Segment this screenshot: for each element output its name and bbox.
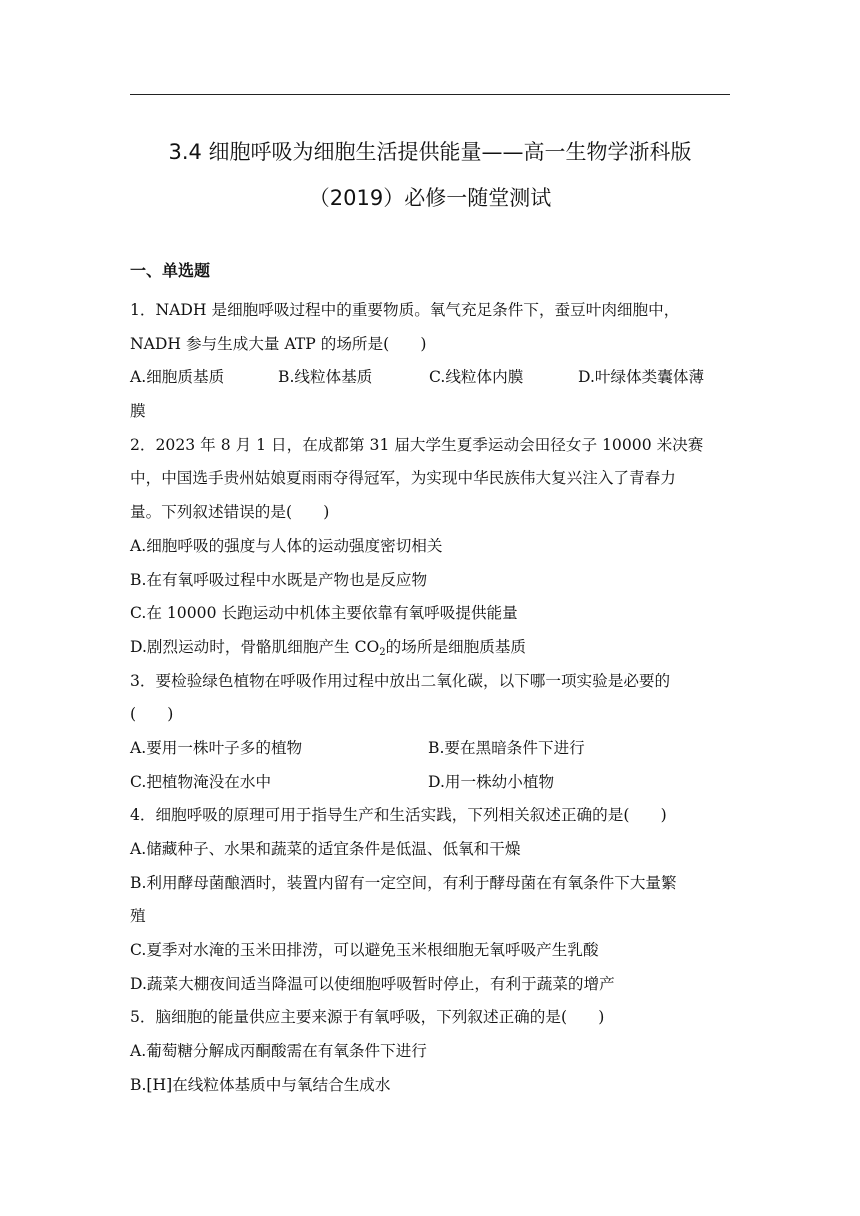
option-c: C.线粒体内膜 <box>429 368 524 387</box>
question-1-stem: NADH 参与生成大量 ATP 的场所是( ) <box>130 334 427 353</box>
option-c: C.夏季对水淹的玉米田排涝，可以避免玉米根细胞无氧呼吸产生乳酸 <box>130 941 599 960</box>
option-a: A.细胞呼吸的强度与人体的运动强度密切相关 <box>130 536 443 555</box>
option-d-text-end: 的场所是细胞质基质 <box>385 637 527 656</box>
question-2-stem: 2．2023 年 8 月 1 日，在成都第 31 届大学生夏季运动会田径女子 10000 米决赛 <box>130 435 704 454</box>
option-d: D.叶绿体类囊体薄 <box>578 368 705 387</box>
option-b-wrap: 殖 <box>130 907 146 926</box>
question-3-options-row-1 <box>130 732 733 766</box>
question-2-stem: 中，中国选手贵州姑娘夏雨雨夺得冠军，为实现中华民族伟大复兴注入了青春力 <box>130 469 676 488</box>
question-3-stem: ( ) <box>130 705 174 724</box>
option-d: D.用一株幼小植物 <box>428 772 555 791</box>
option-b: B.利用酵母菌酿酒时，装置内留有一定空间，有利于酵母菌在有氧条件下大量繁 <box>130 873 677 892</box>
question-1-options <box>130 361 733 395</box>
subscript-2: 2 <box>379 646 386 658</box>
option-d-text: D.剧烈运动时，骨骼肌细胞产生 CO <box>130 637 380 656</box>
option-c: C.在 10000 长跑运动中机体主要依靠有氧呼吸提供能量 <box>130 604 518 623</box>
option-b: B.要在黑暗条件下进行 <box>428 738 585 757</box>
option-b: B.[H]在线粒体基质中与氧结合生成水 <box>130 1075 391 1094</box>
question-1-stem: 1．NADH 是细胞呼吸过程中的重要物质。氧气充足条件下，蚕豆叶肉细胞中， <box>130 301 680 319</box>
option-b: B.线粒体基质 <box>278 368 373 387</box>
question-5-stem: 5．脑细胞的能量供应主要来源于有氧呼吸，下列叙述正确的是( ) <box>130 1008 605 1027</box>
question-3-options-row-2 <box>130 766 733 800</box>
question-2-stem: 量。下列叙述错误的是( ) <box>130 503 330 522</box>
option-a: A.葡萄糖分解成丙酮酸需在有氧条件下进行 <box>130 1042 427 1061</box>
option-b: B.在有氧呼吸过程中水既是产物也是反应物 <box>130 570 428 589</box>
question-list <box>130 294 733 1103</box>
option-d-wrap: 膜 <box>130 402 146 421</box>
document-title-line-1: 3.4 细胞呼吸为细胞生活提供能量——高一生物学浙科版 <box>168 140 692 164</box>
document-title-line-2: （2019）必修一随堂测试 <box>308 186 552 210</box>
option-a: A.细胞质基质 <box>130 368 225 387</box>
option-a: A.要用一株叶子多的植物 <box>130 738 303 757</box>
option-d: D.蔬菜大棚夜间适当降温可以使细胞呼吸暂时停止，有利于蔬菜的增产 <box>130 974 615 993</box>
question-3-stem: 3．要检验绿色植物在呼吸作用过程中放出二氧化碳，以下哪一项实验是必要的 <box>130 671 671 690</box>
option-d <box>130 631 733 665</box>
option-a: A.储藏种子、水果和蔬菜的适宜条件是低温、低氧和干燥 <box>130 840 521 858</box>
question-4-stem: 4．细胞呼吸的原理可用于指导生产和生活实践，下列相关叙述正确的是( ) <box>130 806 667 825</box>
option-c: C.把植物淹没在水中 <box>130 772 272 791</box>
section-heading: 一、单选题 <box>130 261 211 280</box>
header-rule <box>130 94 730 95</box>
